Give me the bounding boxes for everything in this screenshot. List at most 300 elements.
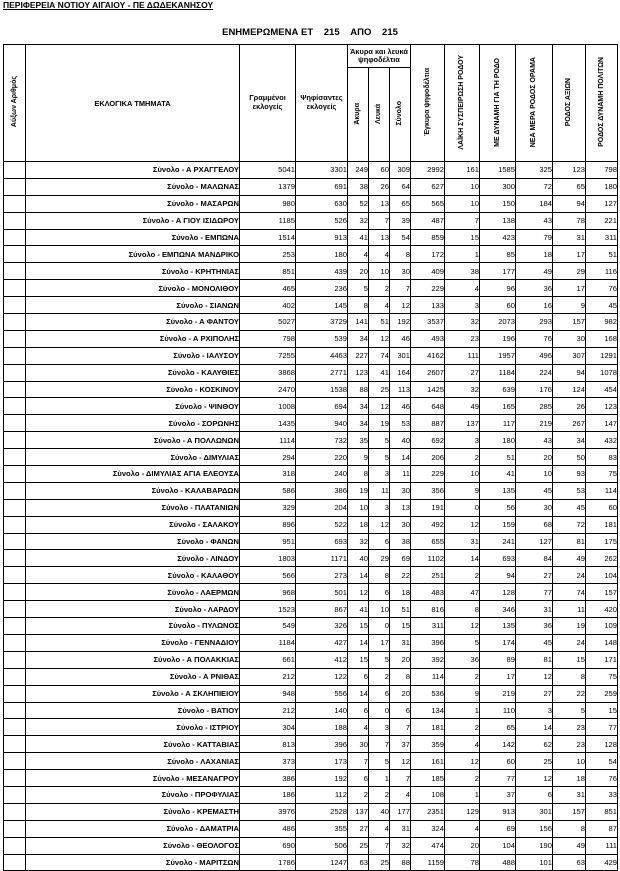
blank-cell: 4 [369,297,390,314]
invalid-cell: 34 [348,330,369,347]
table-row [4,432,618,449]
table-row [4,482,618,499]
voted-cell: 1538 [296,381,348,398]
section-name-cell: Σύνολο - Α ΡΝΙΘΑΣ [26,668,240,685]
header-invalid: Άκυρα [348,68,369,162]
p1-cell: 38 [445,263,480,280]
p5-cell: 429 [586,854,618,871]
table-row [4,263,618,280]
p2-cell: 180 [480,432,516,449]
table-row [4,668,618,685]
valid-cell: 133 [411,297,445,314]
registered-cell: 1008 [240,398,296,415]
registered-cell: 1379 [240,178,296,195]
table-row [4,162,618,179]
p4-cell: 267 [553,415,586,432]
invalid-cell: 5 [348,280,369,297]
p4-cell: 50 [553,449,586,466]
p2-cell: 174 [480,634,516,651]
registered-cell: 212 [240,668,296,685]
table-row [4,280,618,297]
voted-cell: 145 [296,297,348,314]
p4-cell: 17 [553,246,586,263]
p5-cell: 76 [586,770,618,787]
updated-label: ΕΝΗΜΕΡΩΜΕΝΑ ΕΤ [222,27,314,38]
p1-cell: 129 [445,803,480,820]
invalid-cell: 25 [348,837,369,854]
row-number-cell [4,702,26,719]
registered-cell: 549 [240,618,296,635]
p4-cell: 19 [553,618,586,635]
registered-cell: 586 [240,482,296,499]
p5-cell: 128 [586,736,618,753]
valid-cell: 251 [411,567,445,584]
row-number-cell [4,685,26,702]
row-number-cell [4,212,26,229]
section-name-cell: Σύνολο - ΚΡΕΜΑΣΤΗ [26,803,240,820]
invalid-cell: 8 [348,466,369,483]
total-cell: 301 [390,347,411,364]
row-number-cell [4,618,26,635]
voted-cell: 273 [296,567,348,584]
voted-cell: 630 [296,195,348,212]
p1-cell: 36 [445,651,480,668]
p5-cell: 116 [586,263,618,280]
registered-cell: 896 [240,516,296,533]
registered-cell: 661 [240,651,296,668]
valid-cell: 134 [411,702,445,719]
table-row [4,550,618,567]
section-name-cell: Σύνολο - ΚΡΗΤΗΝΙΑΣ [26,263,240,280]
p1-cell: 14 [445,550,480,567]
total-cell: 53 [390,415,411,432]
p1-cell: 20 [445,837,480,854]
section-name-cell: Σύνολο - ΔΙΜΥΛΙΑΣ ΑΓΙΑ ΕΛΕΟΥΣΑ [26,466,240,483]
p1-cell: 1 [445,246,480,263]
blank-cell: 10 [369,601,390,618]
valid-cell: 487 [411,212,445,229]
p2-cell: 1957 [480,347,516,364]
table-row [4,567,618,584]
p3-cell: 27 [516,685,553,702]
table-row [4,618,618,635]
section-name-cell: Σύνολο - Α ΠΟΛΛΩΝΩΝ [26,432,240,449]
registered-cell: 1114 [240,432,296,449]
valid-cell: 311 [411,618,445,635]
header-party-5: ΡΟΔΟΣ ΔΥΝΑΜΗ ΠΟΛΙΤΩΝ [586,45,618,162]
blank-cell: 12 [369,330,390,347]
p1-cell: 3 [445,297,480,314]
valid-cell: 181 [411,719,445,736]
blank-cell: 3 [369,499,390,516]
registered-cell: 212 [240,702,296,719]
invalid-cell: 4 [348,246,369,263]
p5-cell: 123 [586,398,618,415]
p1-cell: 10 [445,178,480,195]
p3-cell: 496 [516,347,553,364]
total-cell: 65 [390,195,411,212]
p4-cell: 81 [553,533,586,550]
row-number-cell [4,398,26,415]
p1-cell: 137 [445,415,480,432]
section-name-cell: Σύνολο - ΚΟΣΚΙΝΟΥ [26,381,240,398]
p3-cell: 18 [516,246,553,263]
p2-cell: 60 [480,297,516,314]
blank-cell: 5 [369,432,390,449]
invalid-cell: 14 [348,567,369,584]
p2-cell: 77 [480,770,516,787]
row-number-cell [4,449,26,466]
registered-cell: 386 [240,770,296,787]
p2-cell: 41 [480,466,516,483]
p3-cell: 224 [516,364,553,381]
header-party-1: ΛΑΪΚΗ ΣΥΣΠΕΙΡΩΣΗ ΡΟΔΟΥ [445,45,480,162]
row-number-cell [4,263,26,280]
p5-cell: 420 [586,601,618,618]
blank-cell: 6 [369,533,390,550]
voted-cell: 3301 [296,162,348,179]
blank-cell: 3 [369,719,390,736]
voted-cell: 439 [296,263,348,280]
p5-cell: 157 [586,584,618,601]
p4-cell: 18 [553,770,586,787]
table-row [4,736,618,753]
header-valid: Έγκυρα ψηφοδέλτια [411,45,445,162]
voted-cell: 2528 [296,803,348,820]
table-row [4,195,618,212]
p1-cell: 9 [445,685,480,702]
p4-cell: 11 [553,601,586,618]
p1-cell: 2 [445,668,480,685]
voted-cell: 940 [296,415,348,432]
valid-cell: 648 [411,398,445,415]
blank-cell: 29 [369,550,390,567]
header-sections: ΕΚΛΟΓΙΚΑ ΤΜΗΜΑΤΑ [26,45,240,162]
table-row [4,381,618,398]
voted-cell: 501 [296,584,348,601]
p5-cell: 982 [586,314,618,331]
voted-cell: 913 [296,229,348,246]
updated-of: ΑΠΟ [350,27,372,38]
p1-cell: 32 [445,381,480,398]
p5-cell: 75 [586,668,618,685]
p4-cell: 9 [553,297,586,314]
section-name-cell: Σύνολο - Α ΦΑΝΤΟΥ [26,314,240,331]
total-cell: 7 [390,280,411,297]
registered-cell: 2470 [240,381,296,398]
p3-cell: 79 [516,229,553,246]
p4-cell: 15 [553,651,586,668]
p4-cell: 8 [553,820,586,837]
table-row [4,347,618,364]
p5-cell: 432 [586,432,618,449]
p1-cell: 2 [445,449,480,466]
section-name-cell: Σύνολο - ΛΑΡΔΟΥ [26,601,240,618]
invalid-cell: 40 [348,550,369,567]
p5-cell: 259 [586,685,618,702]
valid-cell: 627 [411,178,445,195]
registered-cell: 1184 [240,634,296,651]
p1-cell: 3 [445,432,480,449]
p4-cell: 157 [553,803,586,820]
table-row [4,398,618,415]
row-number-cell [4,195,26,212]
p2-cell: 346 [480,601,516,618]
blank-cell: 0 [369,702,390,719]
p5-cell: 798 [586,162,618,179]
invalid-cell: 41 [348,229,369,246]
section-name-cell: Σύνολο - ΠΥΛΩΝΟΣ [26,618,240,635]
update-status [0,27,620,38]
blank-cell: 6 [369,584,390,601]
blank-cell: 25 [369,381,390,398]
voted-cell: 386 [296,482,348,499]
registered-cell: 968 [240,584,296,601]
voted-cell: 220 [296,449,348,466]
blank-cell: 5 [369,449,390,466]
voted-cell: 240 [296,466,348,483]
p2-cell: 104 [480,837,516,854]
blank-cell: 19 [369,415,390,432]
invalid-cell: 38 [348,178,369,195]
total-cell: 4 [390,786,411,803]
total-cell: 46 [390,330,411,347]
section-name-cell: Σύνολο - ΜΑΡΙΤΣΩΝ [26,854,240,871]
registered-cell: 851 [240,263,296,280]
valid-cell: 114 [411,668,445,685]
table-row [4,584,618,601]
invalid-cell: 6 [348,770,369,787]
voted-cell: 3729 [296,314,348,331]
p5-cell: 175 [586,533,618,550]
p1-cell: 78 [445,854,480,871]
section-name-cell: Σύνολο - Α ΡΧΙΠΟΛΗΣ [26,330,240,347]
section-name-cell: Σύνολο - ΜΟΝΟΛΙΘΟΥ [26,280,240,297]
p4-cell: 23 [553,736,586,753]
section-name-cell: Σύνολο - Α ΠΟΛΑΚΚΙΑΣ [26,651,240,668]
table-body [4,162,618,871]
table-row [4,820,618,837]
header-total: Σύνολο [390,68,411,162]
p2-cell: 150 [480,195,516,212]
p1-cell: 8 [445,601,480,618]
p2-cell: 159 [480,516,516,533]
p3-cell: 72 [516,178,553,195]
p4-cell: 63 [553,854,586,871]
registered-cell: 798 [240,330,296,347]
row-number-cell [4,786,26,803]
valid-cell: 692 [411,432,445,449]
p4-cell: 31 [553,786,586,803]
p5-cell: 454 [586,381,618,398]
blank-cell: 40 [369,803,390,820]
voted-cell: 412 [296,651,348,668]
blank-cell: 1 [369,770,390,787]
table-row [4,449,618,466]
p3-cell: 77 [516,584,553,601]
table-row [4,601,618,618]
p4-cell: 17 [553,280,586,297]
header-registered: Γραμμένοι εκλογείς [240,45,296,162]
p4-cell: 78 [553,212,586,229]
p1-cell: 161 [445,162,480,179]
p2-cell: 165 [480,398,516,415]
p5-cell: 181 [586,516,618,533]
registered-cell: 253 [240,246,296,263]
p4-cell: 53 [553,482,586,499]
p4-cell: 34 [553,432,586,449]
registered-cell: 294 [240,449,296,466]
row-number-cell [4,432,26,449]
valid-cell: 4162 [411,347,445,364]
blank-cell: 10 [369,263,390,280]
p5-cell: 114 [586,482,618,499]
p1-cell: 32 [445,314,480,331]
row-number-cell [4,770,26,787]
page-title: ΠΕΡΙΦΕΡΕΙΑ ΝΟΤΙΟΥ ΑΙΓΑΙΟΥ - ΠΕ ΔΩΔΕΚΑΝΗΣΟΥ [3,0,214,10]
p2-cell: 2073 [480,314,516,331]
section-name-cell: Σύνολο - ΛΑΕΡΜΩΝ [26,584,240,601]
p4-cell: 45 [553,499,586,516]
voted-cell: 526 [296,212,348,229]
row-number-cell [4,499,26,516]
section-name-cell: Σύνολο - ΣΟΡΩΝΗΣ [26,415,240,432]
invalid-cell: 20 [348,263,369,280]
p2-cell: 110 [480,702,516,719]
total-cell: 7 [390,770,411,787]
p5-cell: 111 [586,837,618,854]
row-number-cell [4,533,26,550]
p5-cell: 104 [586,567,618,584]
p3-cell: 3 [516,702,553,719]
registered-cell: 373 [240,753,296,770]
voted-cell: 236 [296,280,348,297]
total-cell: 20 [390,651,411,668]
voted-cell: 522 [296,516,348,533]
blank-cell: 12 [369,398,390,415]
header-party-4: ΡΟΔΟΣ ΑΞΙΩΝ [553,45,586,162]
total-cell: 164 [390,364,411,381]
p1-cell: 23 [445,330,480,347]
p4-cell: 49 [553,837,586,854]
valid-cell: 191 [411,499,445,516]
invalid-cell: 123 [348,364,369,381]
voted-cell: 180 [296,246,348,263]
section-name-cell: Σύνολο - ΚΑΛΥΘΙΕΣ [26,364,240,381]
voted-cell: 556 [296,685,348,702]
section-name-cell: Σύνολο - ΚΑΤΤΑΒΙΑΣ [26,736,240,753]
p2-cell: 56 [480,499,516,516]
p5-cell: 262 [586,550,618,567]
header-blank: Λευκά [369,68,390,162]
blank-cell: 6 [369,685,390,702]
p4-cell: 5 [553,702,586,719]
registered-cell: 186 [240,786,296,803]
p2-cell: 96 [480,280,516,297]
total-cell: 30 [390,516,411,533]
blank-cell: 13 [369,195,390,212]
p3-cell: 12 [516,668,553,685]
total-cell: 8 [390,668,411,685]
total-cell: 54 [390,229,411,246]
table-row [4,229,618,246]
row-number-cell [4,364,26,381]
p5-cell: 221 [586,212,618,229]
section-name-cell: Σύνολο - ΕΜΠΩΝΑ ΜΑΝΔΡΙΚΟ [26,246,240,263]
voted-cell: 173 [296,753,348,770]
registered-cell: 566 [240,567,296,584]
p4-cell: 94 [553,364,586,381]
total-cell: 30 [390,263,411,280]
registered-cell: 3976 [240,803,296,820]
registered-cell: 486 [240,820,296,837]
invalid-cell: 9 [348,449,369,466]
voted-cell: 506 [296,837,348,854]
section-name-cell: Σύνολο - ΔΑΜΑΤΡΙΑ [26,820,240,837]
section-name-cell: Σύνολο - ΔΙΜΥΛΙΑΣ [26,449,240,466]
section-name-cell: Σύνολο - ΣΑΛΑΚΟΥ [26,516,240,533]
registered-cell: 1523 [240,601,296,618]
p3-cell: 293 [516,314,553,331]
table-row [4,533,618,550]
table-row [4,516,618,533]
p3-cell: 219 [516,415,553,432]
row-number-cell [4,584,26,601]
registered-cell: 980 [240,195,296,212]
p2-cell: 128 [480,584,516,601]
section-name-cell: Σύνολο - ΜΑΣΑΡΩΝ [26,195,240,212]
p4-cell: 29 [553,263,586,280]
table-row [4,246,618,263]
invalid-cell: 19 [348,482,369,499]
header-voted: Ψηφίσαντες εκλογείς [296,45,348,162]
invalid-cell: 12 [348,584,369,601]
p3-cell: 31 [516,601,553,618]
table-row [4,753,618,770]
invalid-cell: 63 [348,854,369,871]
p2-cell: 913 [480,803,516,820]
results-table [3,44,618,871]
p2-cell: 135 [480,618,516,635]
p4-cell: 10 [553,753,586,770]
section-name-cell: Σύνολο - ΠΡΟΦΥΛΙΑΣ [26,786,240,803]
p2-cell: 69 [480,820,516,837]
row-number-cell [4,246,26,263]
blank-cell: 5 [369,651,390,668]
valid-cell: 356 [411,482,445,499]
registered-cell: 304 [240,719,296,736]
invalid-cell: 30 [348,736,369,753]
invalid-cell: 2 [348,786,369,803]
blank-cell: 4 [369,246,390,263]
registered-cell: 5027 [240,314,296,331]
p3-cell: 156 [516,820,553,837]
invalid-cell: 18 [348,516,369,533]
invalid-cell: 15 [348,618,369,635]
p3-cell: 43 [516,212,553,229]
valid-cell: 2351 [411,803,445,820]
total-cell: 8 [390,246,411,263]
row-number-cell [4,381,26,398]
blank-cell: 7 [369,212,390,229]
p3-cell: 27 [516,567,553,584]
total-cell: 46 [390,398,411,415]
total-cell: 40 [390,432,411,449]
valid-cell: 474 [411,837,445,854]
p4-cell: 72 [553,516,586,533]
total-cell: 31 [390,634,411,651]
invalid-cell: 27 [348,820,369,837]
